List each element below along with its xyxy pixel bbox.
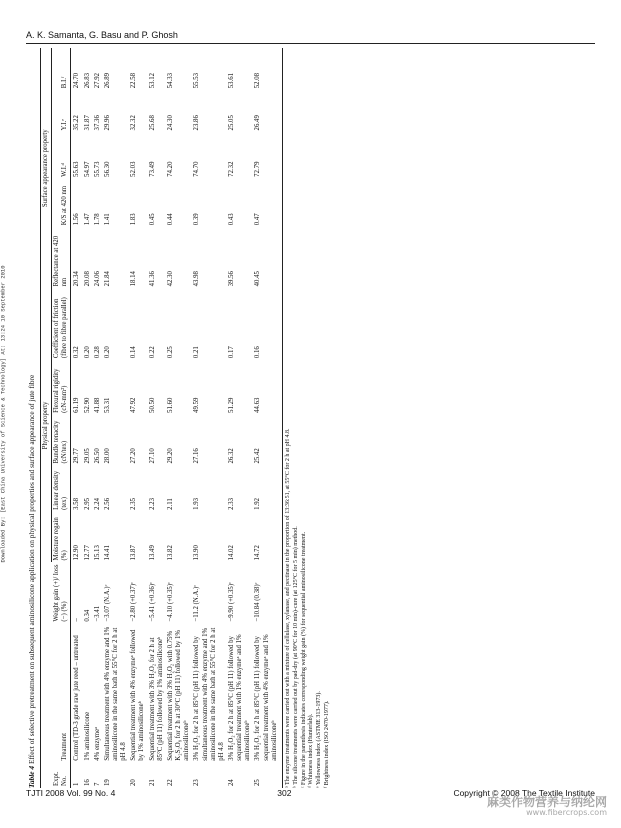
cell-yi: 25.68 — [148, 115, 156, 131]
cell-moisture: 13.82 — [166, 545, 174, 561]
cell-wi: 56.30 — [103, 161, 111, 177]
col-bi: B.I.ᶠ — [52, 48, 71, 90]
cell-treatment: Sequential treatment with 3% H₂O₂ with 0.75% K₂S₂O₈ for 2 h at 30°C (pH 11) followed by 1% aminosiliconeᵇ — [166, 629, 191, 761]
watermark-url: www.fibercrops.com — [526, 808, 607, 818]
cell-bi: 26.89 — [103, 72, 111, 89]
table-row — [103, 48, 129, 788]
running-header — [26, 30, 595, 40]
cell-treatment: Control (TD-3 grade raw jute reed – untreated — [73, 635, 81, 761]
cell-weight: −5.41 (+0.36)ᶜ — [148, 582, 156, 622]
cell-weight: −2.80 (+0.37)ᶜ — [130, 582, 138, 622]
table-row — [192, 48, 227, 788]
cell-bi: 22.58 — [130, 72, 138, 89]
cell-treatment: 1% aminosilicone — [83, 711, 91, 761]
cell-yi: 31.87 — [83, 115, 91, 131]
cell-wi: 73.49 — [148, 161, 156, 177]
cell-wi: 52.03 — [130, 161, 138, 177]
cell-flexural: 52.90 — [83, 397, 91, 413]
cell-bundle: 27.16 — [193, 448, 201, 464]
cell-moisture: 12.77 — [83, 545, 91, 561]
cell-flexural: 41.88 — [93, 397, 101, 413]
table-row — [83, 48, 93, 788]
watermark — [487, 796, 607, 818]
cell-reflectance: 41.36 — [148, 271, 156, 287]
cell-wi: 72.32 — [228, 161, 235, 177]
cell-reflectance: 20.34 — [73, 271, 81, 287]
cell-friction: 0.20 — [83, 346, 91, 359]
cell-wi: 55.73 — [93, 161, 101, 177]
cell-bundle: 26.50 — [93, 448, 101, 464]
cell-bundle: 29.77 — [73, 448, 81, 464]
table-notes — [285, 48, 332, 788]
cell-ks: 0.44 — [166, 213, 174, 226]
cell-bundle: 27.20 — [130, 448, 138, 464]
col-wi: W.I.ᵈ — [52, 132, 71, 178]
cell-flexural: 50.50 — [148, 397, 156, 413]
table-row — [71, 48, 83, 788]
cell-yi: 35.22 — [73, 115, 81, 131]
table-row — [129, 48, 147, 788]
cell-linear: 2.11 — [166, 498, 174, 510]
cell-friction: 0.16 — [253, 288, 282, 360]
cell-bi: 53.12 — [148, 72, 156, 89]
col-moisture: Moisture regain (%) — [52, 512, 71, 563]
table-row — [93, 48, 103, 788]
col-friction: Coefficient of friction (fibre to fibre parallel) — [52, 288, 71, 360]
cell-reflectance: 21.84 — [103, 271, 111, 287]
cell-reflectance: 40.45 — [253, 227, 282, 288]
cell-bi: 52.08 — [253, 48, 282, 90]
table-caption — [28, 48, 37, 788]
col-yi: Y.I.ᵉ — [52, 90, 71, 132]
cell-weight: – — [73, 618, 81, 622]
cell-bi: 55.53 — [193, 72, 201, 89]
cell-yi: 26.49 — [253, 90, 282, 132]
cell-linear: 2.33 — [228, 497, 235, 510]
note-e: ᵉ Yellowness index (ASTME 313-1973). — [316, 691, 323, 788]
group-surface: Surface appearance property — [40, 48, 51, 288]
group-physical: Physical property — [40, 288, 51, 562]
header-authors: A. K. Samanta, G. Basu and P. Ghosh — [26, 30, 178, 40]
note-b: ᵇ The silicone treatments were carried out by pad-dry (at 90°C for 10 min)-cure (at 125°C for 5 min) method. — [292, 526, 299, 788]
cell-moisture: 12.90 — [73, 545, 81, 561]
cell-friction: 0.28 — [93, 346, 101, 359]
cell-ks: 0.43 — [228, 213, 235, 226]
cell-reflectance: 20.08 — [83, 271, 91, 287]
cell-bundle: 25.42 — [253, 415, 282, 466]
cell-treatment: 4% enzymeᵃ — [93, 726, 101, 761]
cell-no: 22 — [166, 779, 174, 786]
cell-no: 20 — [130, 779, 138, 786]
cell-linear: 2.23 — [148, 497, 156, 510]
note-c: ᶜ Figure in the parenthesis indicates corresponding weight gain (%) for sequential aminosilicone treatment. — [300, 531, 307, 788]
cell-wi: 72.79 — [253, 132, 282, 178]
cell-reflectance: 18.14 — [130, 271, 138, 287]
cell-friction: 0.32 — [73, 346, 81, 359]
cell-yi: 37.36 — [93, 115, 101, 131]
note-d: ᵈ Whiteness index (Hunterlab). — [308, 713, 315, 788]
cell-friction: 0.22 — [148, 346, 156, 359]
cell-linear: 1.92 — [253, 466, 282, 512]
cell-no: 7 — [93, 782, 101, 786]
cell-ks: 1.56 — [73, 213, 81, 226]
header-rule — [26, 43, 595, 44]
cell-treatment: Simultaneous treatment with 4% enzyme and 1% aminosilicone in the same bath at 55°C for 2 h at pH 4.8 — [103, 626, 128, 761]
table-title: Effect of selective pretreatment on subsequent aminosilicone application on physical properties and surface appearance of jute fibre — [27, 374, 36, 765]
cell-treatment: Sequential treatment with 3% H₂O₂ for 2 h at 85°C (pH 11) followed by 1% aminosiliconeᵇ — [148, 636, 164, 761]
results-table — [40, 48, 283, 788]
cell-moisture: 13.90 — [193, 545, 201, 561]
cell-linear: 3.58 — [73, 497, 81, 510]
cell-bundle: 26.32 — [228, 448, 235, 464]
cell-flexural: 47.92 — [130, 397, 138, 413]
cell-yi: 25.05 — [228, 115, 235, 131]
cell-yi: 29.96 — [103, 115, 111, 131]
table-label: Table 4 — [27, 765, 36, 788]
cell-bi: 53.61 — [228, 72, 235, 89]
cell-ks: 1.83 — [130, 213, 138, 226]
cell-no: 1 — [73, 782, 81, 786]
col-weight: Weight gain (+)/ loss (−) (%) — [52, 562, 71, 623]
cell-moisture: 14.41 — [103, 545, 111, 561]
cell-ks: 1.78 — [93, 213, 101, 226]
cell-no: 24 — [228, 779, 235, 786]
note-f: ᶠ Brightness index (ISO 2470-1977). — [323, 700, 330, 788]
cell-weight: −4.10 (+0.35)ᶜ — [166, 582, 174, 622]
cell-treatment: Sequential treatment with 4% enzymeᵃ followed by 1% aminosiliconeᵇ — [130, 629, 146, 761]
cell-no: 16 — [83, 779, 91, 786]
footer-journal: TJTI 2008 Vol. 99 No. 4 — [26, 788, 116, 798]
cell-flexural: 49.59 — [193, 397, 201, 413]
table-container — [28, 48, 595, 788]
cell-reflectance: 42.30 — [166, 271, 174, 287]
cell-reflectance: 39.56 — [228, 271, 235, 287]
cell-linear: 2.95 — [83, 497, 91, 510]
cell-no: 19 — [103, 779, 111, 786]
footer-copyright: Copyright © 2008 The Textile Institute — [453, 788, 595, 798]
cell-reflectance: 43.98 — [193, 271, 201, 287]
download-text: Downloaded By: [East China University of Science & Technology] At: 13:24 10 September 2010 — [0, 265, 7, 563]
rotated-table-area — [28, 48, 595, 788]
cell-friction: 0.21 — [193, 346, 201, 359]
cell-ks: 1.41 — [103, 213, 111, 226]
cell-ks: 1.47 — [83, 213, 91, 226]
table-row — [148, 48, 166, 788]
cell-moisture: 13.49 — [148, 545, 156, 561]
cell-weight: −3.07 (N.A.)ᶜ — [103, 584, 111, 622]
col-expt: Expt. No. — [52, 763, 71, 788]
cell-no: 21 — [148, 779, 156, 786]
cell-ks: 0.45 — [148, 213, 156, 226]
cell-bundle: 28.00 — [103, 448, 111, 464]
cell-bundle: 29.20 — [166, 448, 174, 464]
cell-wi: 55.63 — [73, 161, 81, 177]
note-a: ᵃ The enzyme treatments were carried out with a mixture of cellulase, xylanase, and pectinase in the proportion of 13:36:51, at 55°C for 2 h at pH 4.8. — [284, 428, 291, 788]
cell-linear: 2.24 — [93, 497, 101, 510]
cell-bundle: 27.10 — [148, 448, 156, 464]
cell-wi: 74.70 — [193, 161, 201, 177]
cell-ks: 0.47 — [253, 179, 282, 227]
table-row — [166, 48, 192, 788]
cell-yi: 24.30 — [166, 115, 174, 131]
cell-no: 25 — [253, 763, 282, 788]
cell-weight: −3.41 — [93, 605, 101, 622]
cell-friction: 0.14 — [130, 346, 138, 359]
cell-linear: 1.93 — [193, 497, 201, 510]
col-bundle: Bundle tenacity (cN/tex) — [52, 415, 71, 466]
cell-flexural: 51.29 — [228, 397, 235, 413]
col-treatment: Treatment — [52, 624, 71, 763]
cell-weight: −9.90 (+0.35)ᶜ — [228, 582, 235, 622]
cell-linear: 2.35 — [130, 497, 138, 510]
cell-moisture: 15.13 — [93, 545, 101, 561]
col-flexural: Flexural rigidity (cN-mm²) — [52, 360, 71, 415]
cell-no: 23 — [193, 779, 201, 786]
table-body — [71, 48, 283, 788]
group-header-row — [40, 48, 51, 788]
cell-ks: 0.39 — [193, 213, 201, 226]
cell-bundle: 29.05 — [83, 448, 91, 464]
cell-moisture: 14.72 — [253, 512, 282, 563]
cell-bi: 54.33 — [166, 72, 174, 89]
cell-treatment: 3% H₂O₂ for 2 h at 85°C (pH 11) followed by sequential treatment with 1% enzymeᵃ and 1% aminosiliconeᵇ — [228, 634, 252, 761]
footer-page: 302 — [277, 788, 292, 798]
cell-bi: 26.83 — [83, 72, 91, 89]
cell-friction: 0.20 — [103, 346, 111, 359]
table-row — [227, 48, 253, 788]
cell-friction: 0.25 — [166, 346, 174, 359]
cell-wi: 74.20 — [166, 161, 174, 177]
cell-moisture: 13.87 — [130, 545, 138, 561]
col-linear: Linear density (tex) — [52, 466, 71, 512]
cell-flexural: 51.60 — [166, 397, 174, 413]
cell-flexural: 61.19 — [73, 397, 81, 413]
table-row — [253, 48, 282, 788]
cell-bi: 27.92 — [93, 72, 101, 89]
cell-yi: 32.32 — [130, 115, 138, 131]
cell-flexural: 44.63 — [253, 360, 282, 415]
cell-linear: 2.56 — [103, 497, 111, 510]
cell-bi: 24.70 — [73, 72, 81, 89]
watermark-cn: 麻类作物营养与纳纶网 — [486, 795, 607, 809]
col-ks: K/S at 420 nm — [52, 179, 71, 227]
column-header-row — [52, 48, 71, 788]
cell-reflectance: 24.06 — [93, 271, 101, 287]
col-reflectance: Reflectance at 420 nm — [52, 227, 71, 288]
cell-weight: 0.34 — [83, 609, 91, 622]
cell-wi: 54.97 — [83, 161, 91, 177]
cell-treatment: 3% H₂O₂ for 2 h at 85°C (pH 11) followed by sequential treatment with 4% enzymeᵃ and 1% aminosiliconeᵇ — [253, 624, 282, 763]
cell-friction: 0.17 — [228, 346, 235, 359]
cell-yi: 23.86 — [193, 115, 201, 131]
cell-weight: −11.2 (N.A.)ᶜ — [193, 584, 201, 622]
cell-flexural: 53.31 — [103, 397, 111, 413]
cell-treatment: 3% H₂O₂ for 2 h at 85°C (pH 11) followed by simultaneous treatment with 4% enzyme and 1% aminosilicone in the same bath at 55°C for 2 h at pH 4.8 — [193, 627, 225, 761]
cell-weight: −10.84 (0.38)ᶜ — [253, 562, 282, 623]
cell-moisture: 14.02 — [228, 545, 235, 561]
